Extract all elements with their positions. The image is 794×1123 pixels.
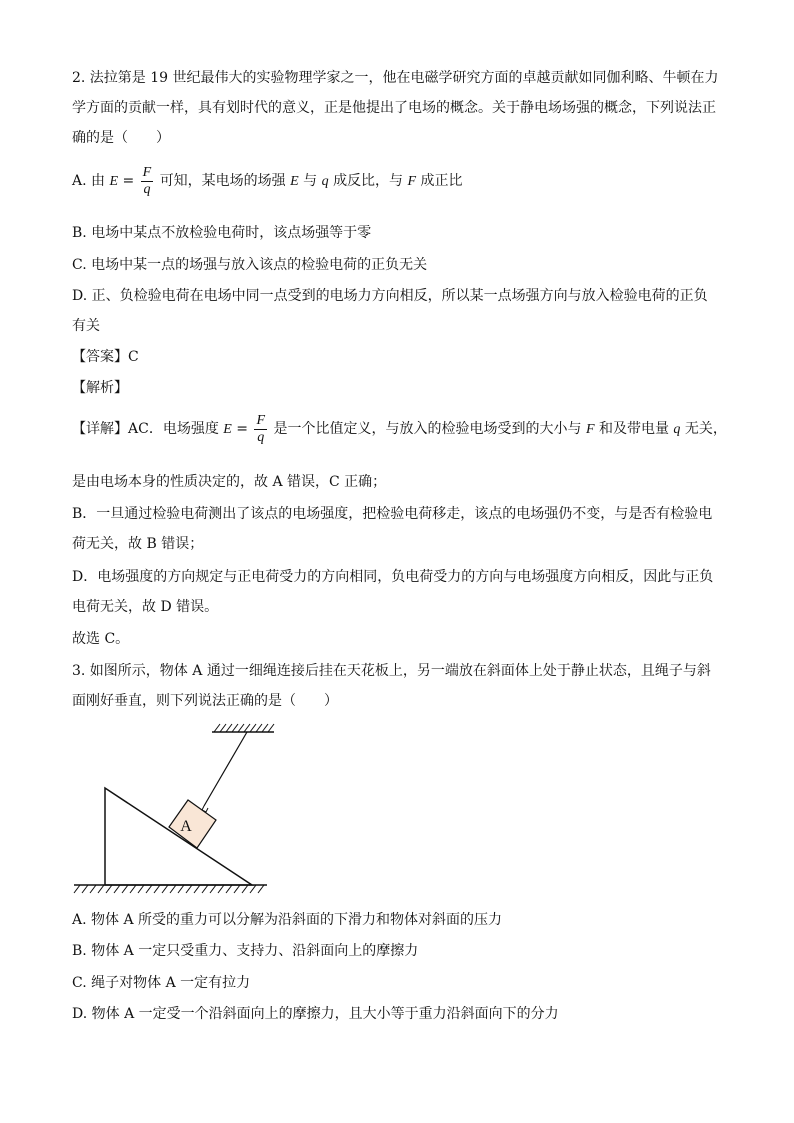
q2-detail-text3: 无关，: [684, 421, 727, 437]
q2-detail-text2: 和及带电量: [598, 421, 669, 437]
q2-detail-prefix: 【详解】AC．电场强度: [72, 421, 219, 437]
q2-detail-b-line2: 荷无关，故 B 错误；: [72, 536, 204, 552]
q3-option-a: A. 物体 A 所受的重力可以分解为沿斜面的下滑力和物体对斜面的压力: [72, 912, 503, 928]
answer-label: 【答案】: [72, 349, 128, 365]
q2-answer: [72, 347, 139, 367]
q2-detail-line1: [72, 412, 727, 447]
q2-stem-line2: 学方面的贡献一样，具有划时代的意义，正是他提出了电场的概念。关于静电场场强的概念，下列说法正: [72, 100, 716, 116]
incline-triangle: [105, 788, 252, 885]
q3-option-b: B. 物体 A 一定只受重力、支持力、沿斜面向上的摩擦力: [72, 943, 419, 959]
answer-value: C: [128, 349, 139, 365]
q3-stem-line1: 3. 如图所示，物体 A 通过一细绳连接后挂在天花板上，另一端放在斜面体上处于静止状态，且绳子与斜: [72, 663, 711, 679]
q2-option-a-text1: 可知，某电场的场强: [159, 173, 286, 189]
q2-detail-eq-sign: =: [236, 421, 249, 437]
fraction-numerator: F: [256, 412, 266, 428]
q2-detail-line2: 是由电场本身的性质决定的，故 A 错误，C 正确；: [72, 474, 387, 490]
fraction-denominator: q: [143, 181, 151, 197]
q2-option-a-fraction: [141, 165, 154, 198]
q2-detail-fraction: [254, 413, 267, 446]
q2-detail-eq-lhs: E: [223, 422, 232, 437]
q2-option-a-text2: 与: [303, 173, 318, 189]
q2-detail-var-f: F: [585, 422, 595, 437]
q2-option-a-text4: 成正比: [420, 173, 463, 189]
q2-option-a-text3: 成反比，与: [333, 173, 404, 189]
q2-option-a-var-f: F: [407, 174, 417, 189]
q2-option-a: [72, 164, 463, 199]
q2-option-a-eq-lhs: E: [109, 174, 119, 189]
ceiling-hatching: [214, 724, 274, 732]
q2-detail-text1: 是一个比值定义，与放入的检验电场受到的大小与: [273, 421, 582, 437]
q2-option-a-var-e: E: [290, 174, 299, 189]
q2-detail-var-q: q: [673, 422, 681, 437]
q2-conclusion: 故选 C。: [72, 631, 130, 647]
q2-option-d-line2: 有关: [72, 318, 100, 334]
fraction-denominator: q: [257, 429, 265, 445]
q2-option-b: B. 电场中某点不放检验电荷时，该点场强等于零: [72, 225, 372, 241]
q2-detail-d-line1: D．电场强度的方向规定与正电荷受力的方向相同，负电荷受力的方向与电场强度方向相反，因此与正负: [72, 569, 714, 585]
q2-option-d-line1: D. 正、负检验电荷在电场中同一点受到的电场力方向相反，所以某一点场强方向与放入检验电荷的正负: [72, 288, 708, 304]
q2-stem-line1: 2. 法拉第是 19 世纪最伟大的实验物理学家之一，他在电磁学研究方面的卓越贡献如同伽利略、牛顿在力: [72, 70, 719, 86]
q2-analysis-label: 【解析】: [72, 380, 128, 396]
q2-stem-line3: 确的是（ ）: [72, 130, 170, 146]
q2-option-a-eq-sign: =: [122, 173, 135, 189]
block-a: [169, 800, 216, 848]
fraction-numerator: F: [142, 164, 152, 180]
q2-detail-d-line2: 电荷无关，故 D 错误。: [72, 599, 219, 615]
q2-detail-b-line1: B．一旦通过检验电荷测出了该点的电场强度，把检验电荷移走，该点的电场强仍不变，与是否有检验电: [72, 506, 713, 522]
q3-figure-incline: [70, 718, 280, 898]
q3-option-d: D. 物体 A 一定受一个沿斜面向上的摩擦力，且大小等于重力沿斜面向下的分力: [72, 1006, 559, 1022]
q2-option-c: C. 电场中某一点的场强与放入该点的检验电荷的正负无关: [72, 257, 428, 273]
ground-hatching: [74, 885, 264, 893]
q3-option-c: C. 绳子对物体 A 一定有拉力: [72, 975, 251, 991]
q2-option-a-prefix: A. 由: [72, 173, 106, 189]
q2-option-a-var-q: q: [321, 174, 329, 189]
rope: [204, 732, 247, 806]
q3-stem-line2: 面刚好垂直，则下列说法正确的是（ ）: [72, 693, 338, 709]
block-a-label: A: [180, 818, 192, 835]
